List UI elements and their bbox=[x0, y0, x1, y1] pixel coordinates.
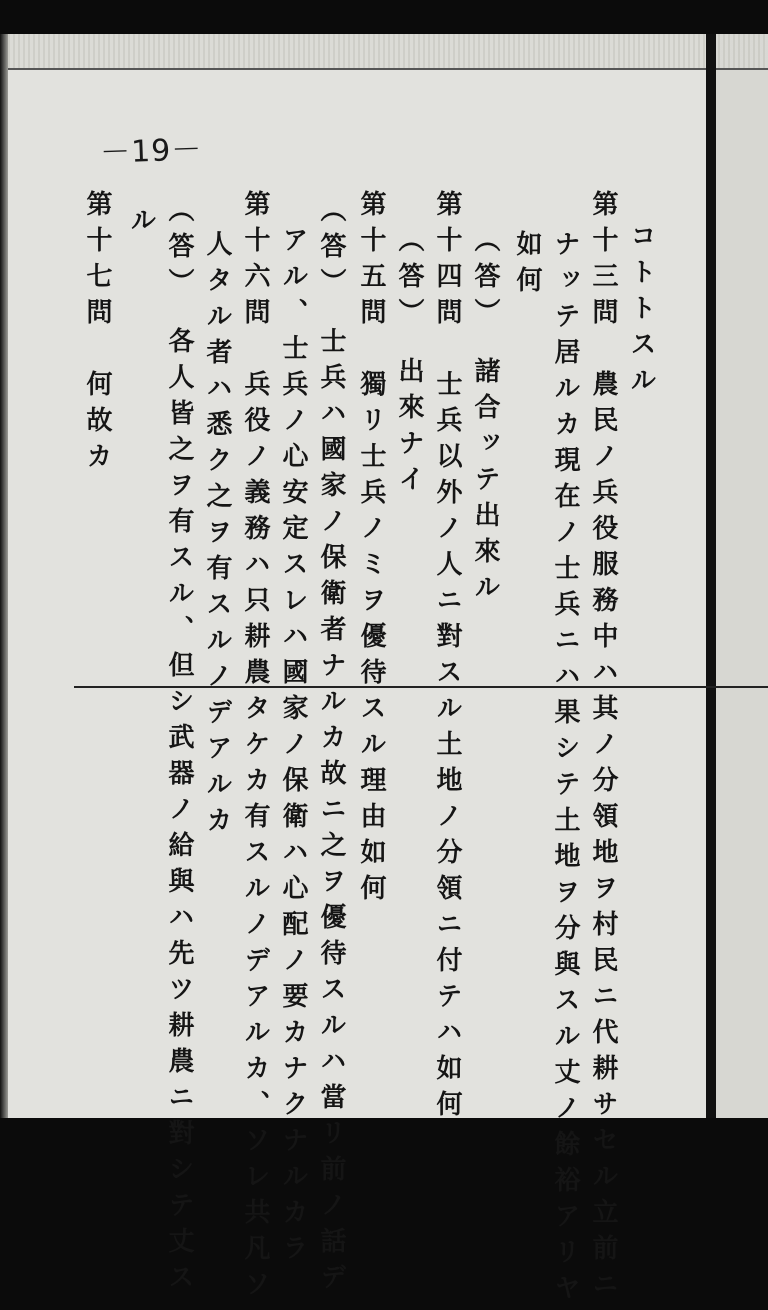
text-column-7: （答） 出來ナイ bbox=[394, 226, 424, 501]
text-column-4: 如何 bbox=[512, 230, 542, 302]
text-column-9: （答） 士兵ハ國家ノ保衛者ナルカ故ニ之ヲ優待スルハ當リ前ノ話デ bbox=[316, 196, 346, 1299]
text-column-10: アル、士兵ノ心安定スレハ國家ノ保衛ハ心配ノ要カナクナルカラ bbox=[278, 226, 308, 1270]
text-column-15: 第十七問 何故カ bbox=[82, 190, 112, 478]
text-column-6: 第十四問 士兵以外ノ人ニ對スル土地ノ分領ニ付テハ如何 bbox=[432, 190, 462, 1126]
text-column-14: （答） 各人皆之ヲ有スル、但シ武器ノ給與ハ先ツ耕農ニ對シテ丈ス bbox=[164, 196, 194, 1299]
text-column-12: 人タル者ハ悉ク之ヲ有スルノデアルカ bbox=[202, 230, 232, 842]
left-binding-edge bbox=[0, 34, 8, 1118]
next-page-strip bbox=[716, 34, 768, 1118]
top-margin-band bbox=[8, 34, 768, 68]
text-column-8: 第十五問 獨リ士兵ノミヲ優待スル理由如何 bbox=[356, 190, 386, 910]
text-column-13: ル bbox=[126, 206, 156, 242]
text-column-3: ナッテ居ルカ現在ノ士兵ニハ果シテ土地ヲ分與スル丈ノ餘裕アリヤ bbox=[550, 230, 580, 1310]
text-column-1: コトトスル bbox=[626, 222, 656, 402]
page-spine bbox=[706, 34, 716, 1118]
text-column-5: （答） 諸合ッテ出來ル bbox=[470, 226, 500, 609]
top-fold-line bbox=[8, 68, 768, 70]
text-column-11: 第十六問 兵役ノ義務ハ只耕農タケカ有スルノデアルカ、ソレ共凡ソ bbox=[240, 190, 270, 1306]
text-column-2: 第十三問 農民ノ兵役服務中ハ其ノ分領地ヲ村民ニ代耕サセル立前ニ bbox=[588, 190, 618, 1306]
page-number: －19－ bbox=[99, 132, 203, 171]
